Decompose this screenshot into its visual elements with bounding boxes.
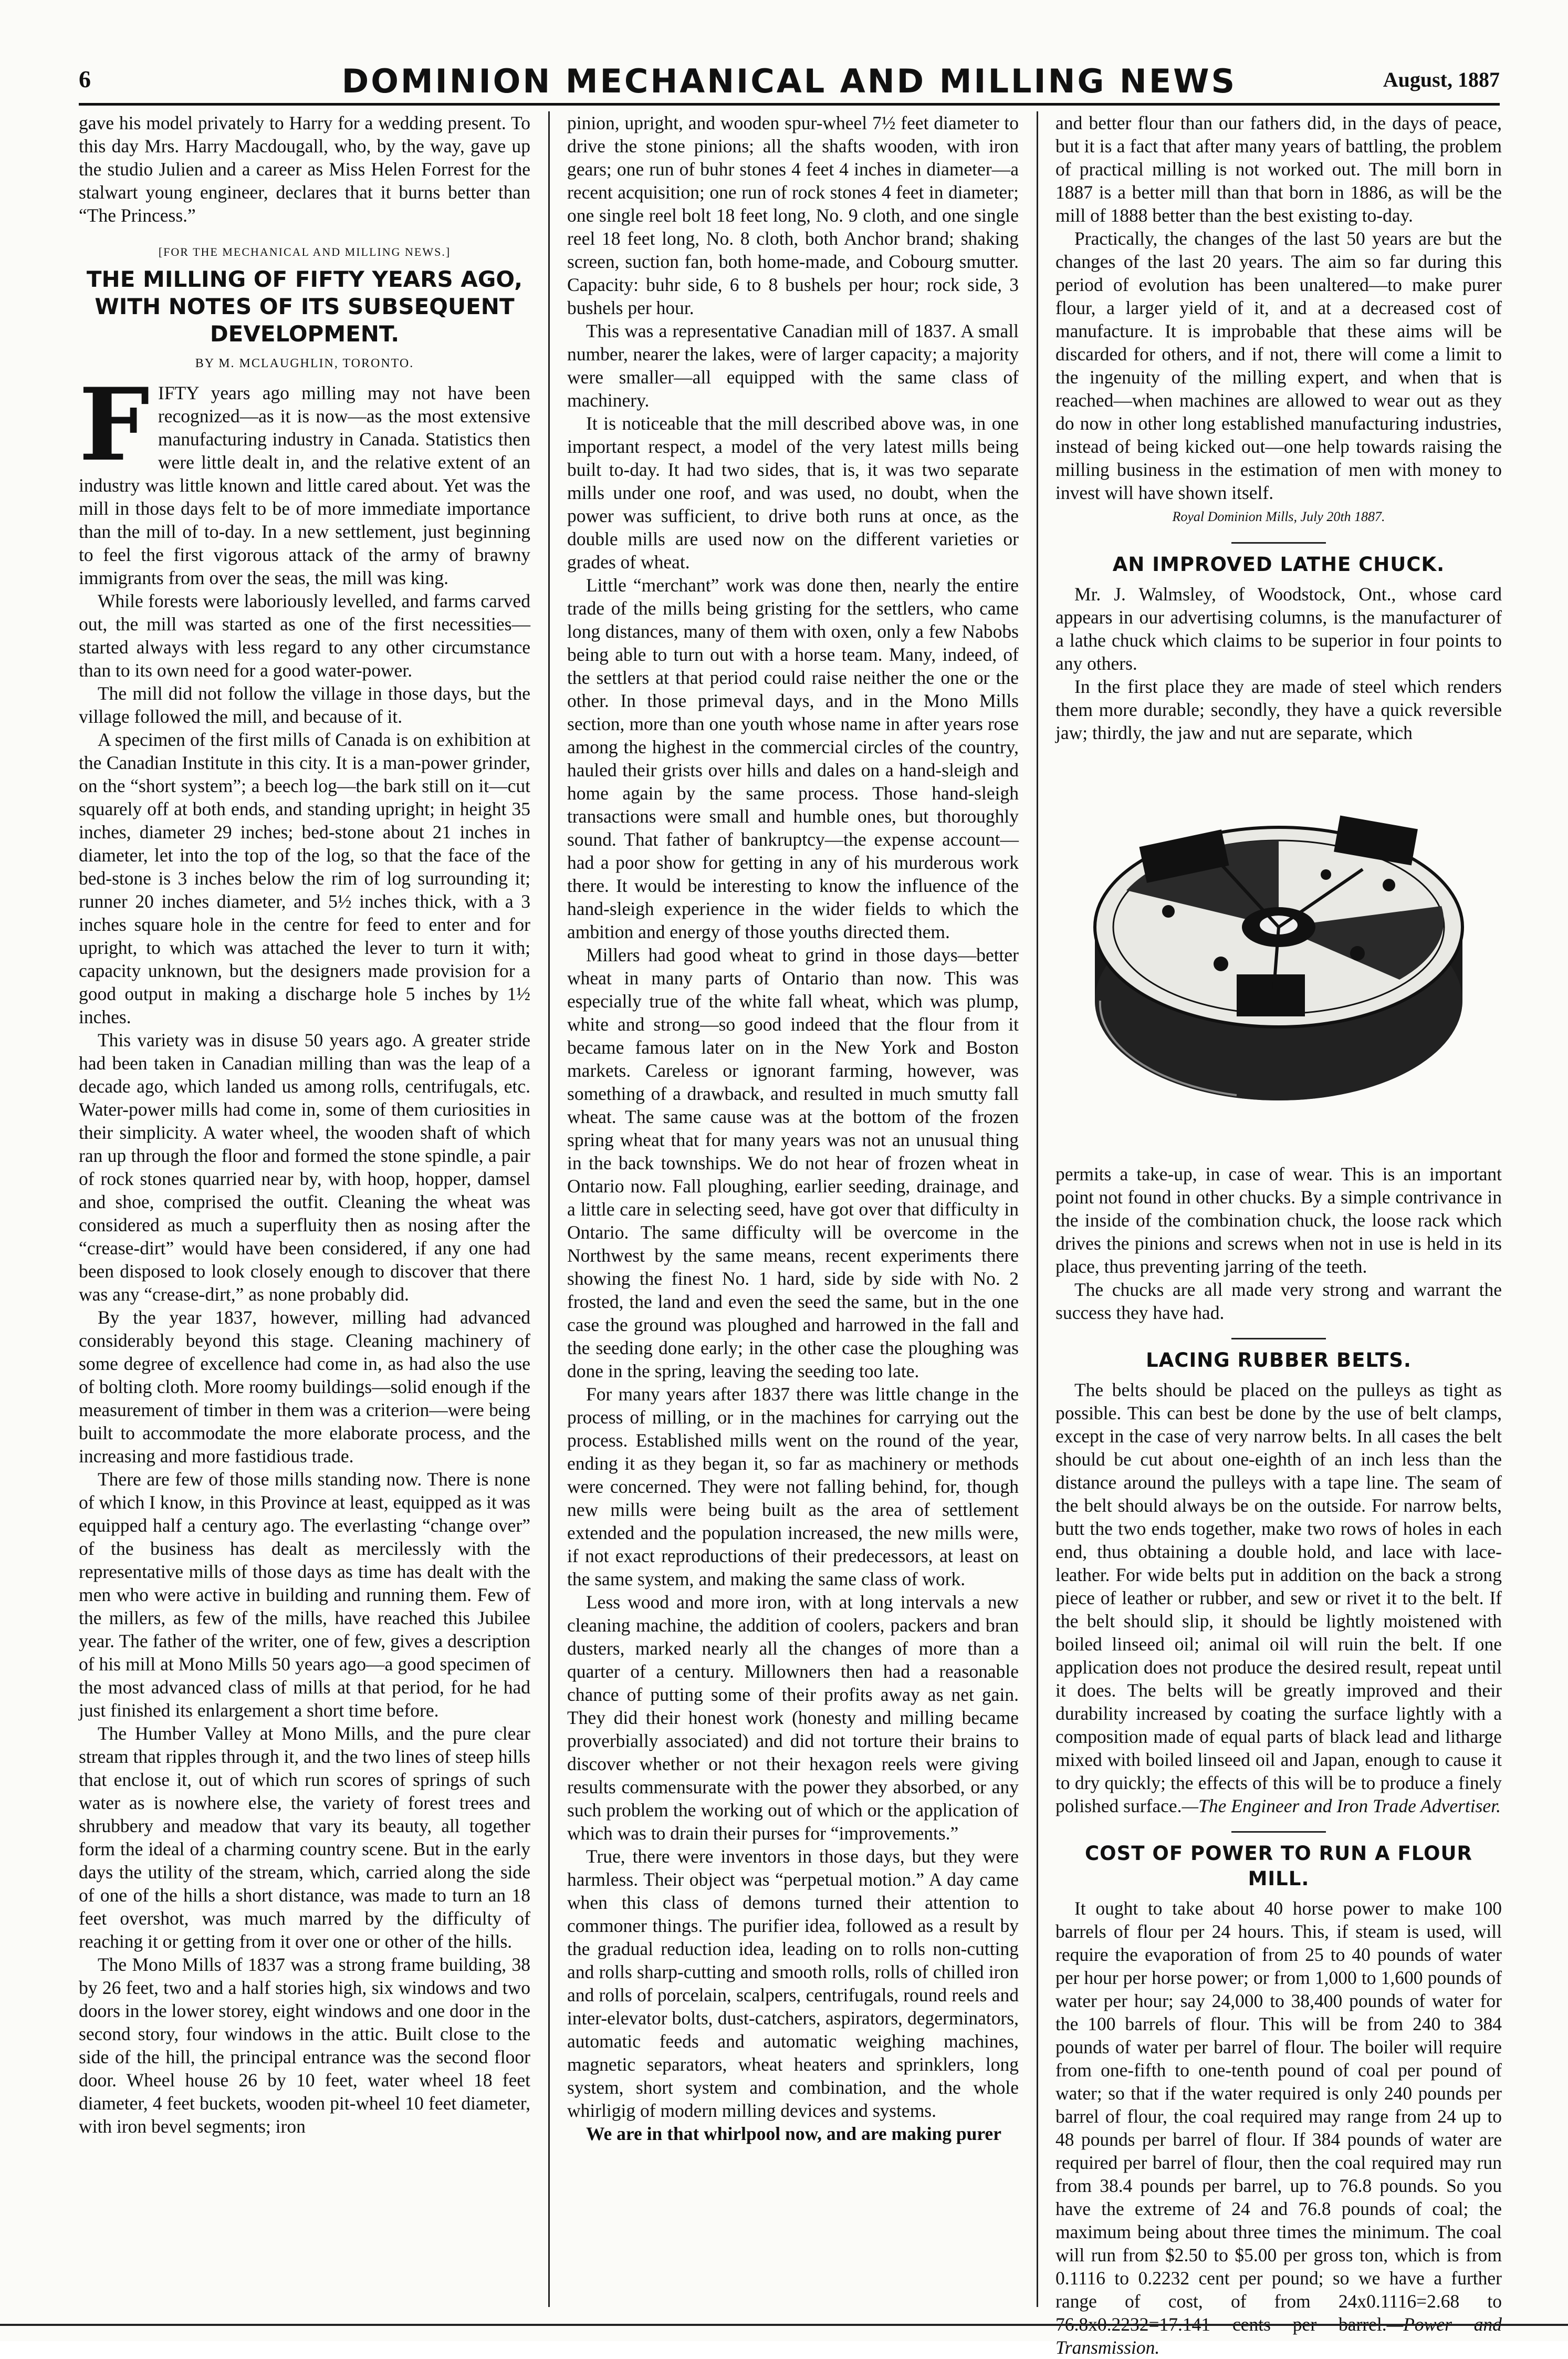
article-paragraph-text: IFTY years ago milling may not have been recognized—as it is now—as the most extensive manufacturing industry in Canada. Statistics then were little dealt in, and the relative extent of an industry was little known and little cared about. Yet was the mill in those days felt to be of more immediate importance than the mill of to-day. In a new settlement, just beginning to feel the first vigorous attack of the army of brawny immigrants from over the seas, the mill was king. [79,382,530,588]
article-paragraph: The chucks are all made very strong and warrant the success they have had. [1055,1279,1502,1323]
masthead [79,62,1500,104]
article-paragraph: By the year 1837, however, milling had advanced considerably beyond this stage. Cleaning machinery of some degree of excellence had come in, as had also the use of bolting cloth. More roomy buildings—solid enough if the measurement of timber in them was a criterion—were being built to accommodate the more elaborate process, and the increasing and more fastidious trade. [79,1307,530,1467]
article-paragraph: Millers had good wheat to grind in those days—better wheat in many parts of Ontario than now. This was especially true of the white fall wheat, which was plump, white and strong—so good indeed that the flour from it became famous later on in the New York and Boston markets. Careless or ignorant farming, however, was something of a drawback, and resulted in much smutty fall wheat. The same cause was at the bottom of the frozen spring wheat that for many years was not an unusual thing in the back townships. We do not hear of frozen wheat in Ontario now. Fall ploughing, earlier seeding, drainage, and a little care in selecting seed, have got over that difficulty in Ontario. The same difficulty will be overcome in the Northwest by the same means, recent experiments there showing the finest No. 1 hard, side by side with No. 2 frosted, the land and even the seed the same, but in the one case the ground was ploughed and harrowed in the fall and the seeding done early; in the other case the ploughing was done in the spring, leaving the seeding too late. [567,944,1019,1381]
article-paragraph: Little “merchant” work was done then, nearly the entire trade of the mills being gristing for the settlers, who came long distances, many of them with oxen, only a few Nabobs being able to turn out with a horse team. Many, indeed, of the settlers at that period could raise neither the one or the other. In those primeval days, and in the Mono Mills section, more than one youth whose name in after years rose among the highest in the commercial circles of the country, hauled their grists over hills and dales on a hand-sleigh and home again by the same process. Those hand-sleigh transactions were small and humble ones, but thoroughly sound. That father of bankruptcy—the expense account—had a poor show for getting in any of his murderous work there. It would be interesting to know the influence of the hand-sleigh experience in the wider fields to which the ambition and energy of those youths directed them. [567,575,1019,942]
newspaper-title: DOMINION MECHANICAL AND MILLING NEWS [341,62,1237,100]
article-source: —The Engineer and Iron Trade Advertiser. [1182,1795,1501,1816]
article-paragraph: There are few of those mills standing now. There is none of which I know, in this Province at least, equipped as it was equipped half a century ago. The everlasting “change over” of the business has dealt as mercilessly with the representative mills of those days as time has dealt with the men who were active in building and running them. Few of the millers, as few of the mills, have reached this Jubilee year. The father of the writer, one of few, gives a description of his mill at Mono Mills 50 years ago—a good specimen of the most advanced class of mills at that period, for he had just finished its enlargement a short time before. [79,1469,530,1721]
article-paragraph: This was a representative Canadian mill of 1837. A small number, nearer the lakes, were of larger capacity; a majority were smaller—all equipped with the same class of machinery. [567,320,1019,411]
article-paragraph: The Humber Valley at Mono Mills, and the pure clear stream that ripples through it, and the two lines of steep hills that enclose it, out of which run scores of springs of such water as is nowhere else, the variety of forest trees and shrubbery and meadow that vary its beauty, all together form the ideal of a charming country scene. But in the early days the utility of the stream, which, carried along the side of one of the hills a short distance, was made to turn an 18 feet overshot, was much marred by the difficulty of reaching it or getting from it over one or other of the hills. [79,1723,530,1952]
article-paragraph: True, there were inventors in those days, but they were harmless. Their object was “perpetual motion.” A day came when this class of demons turned their attention to commoner things. The purifier idea, followed as a result by the gradual reduction idea, leading on to rolls non-cutting and rolls sharp-cutting and smooth rolls, rolls of chilled iron and rolls of porcelain, scalpers, centrifugals, round reels and inter-elevator bolts, dust-catchers, aspirators, degerminators, automatic feeds and automatic weighing machines, magnetic separators, wheat heaters and sprinklers, long system, short system and combination, and the whole whirligig of modern milling devices and systems. [567,1846,1019,2121]
article-paragraph: and better flour than our fathers did, in the days of peace, but it is a fact that after many years of battling, the problem of practical milling is not worked out. The mill born in 1887 is a better mill than that born in 1886, as will be the mill of 1888 better than the best existing to-day. [1055,112,1502,226]
article-paragraph: The mill did not follow the village in those days, but the village followed the mill, and because of it. [79,683,530,727]
issue-date: August, 1887 [1383,68,1500,91]
article-paragraph: We are in that whirlpool now, and are making purer [586,2123,1001,2144]
column-3 [1055,111,1502,2358]
article-paragraph [1055,1897,1502,2359]
column-divider [548,111,550,2307]
article-paragraph: In the first place they are made of steel which renders them more durable; secondly, they have a quick reversible jaw; thirdly, the jaw and nut are separate, which [1055,676,1502,743]
article-paragraph: The Mono Mills of 1837 was a strong frame building, 38 by 26 feet, two and a half stories high, six windows and two doors in the lower storey, eight windows and one door in the second story, four windows in the attic. Built close to the side of the hill, the principal entrance was the second floor door. Wheel house 26 by 10 feet, water wheel 18 feet diameter, 4 feet buckets, wooden pit-wheel 10 feet diameter, with iron bevel segments; iron [79,1954,530,2137]
article-paragraph: permits a take-up, in case of wear. This is an important point not found in other chucks. By a simple contrivance in the inside of the combination chuck, the loose rack which drives the pinions and screws when not in use is held in its place, thus preventing jarring of the teeth. [1055,1163,1502,1277]
article-paragraph: While forests were laboriously levelled, and farms carved out, the mill was started as one of the first necessities—started always with less regard to any other circumstance than to its own need for a good water-power. [79,590,530,681]
page-number: 6 [79,66,91,92]
page-bottom-rule [0,2324,1568,2326]
masthead-rule [79,103,1500,106]
article-paragraph-text: It ought to take about 40 horse power to make 100 barrels of flour per 24 hours. This, if steam is used, will require the evaporation of from 25 to 40 pounds of water per hour per horse power; or from 1,000 to 1,600 pounds of water per hour; say 24,000 to 38,400 pounds of water for the 100 barrels of flour. This will be from 240 to 384 pounds of water per barrel of flour. The boiler will require from one-fifth to one-tenth pound of coal per pound of water; so that if the water required is only 240 pounds per barrel of flour, the coal required may range from 24 up to 48 pounds per barrel of flour. If 384 pounds of water are required per barrel of flour, then the coal required may run from 38.4 pounds per barrel, up to 76.8 pounds. So you have the extreme of 24 and 76.8 pounds of coal; the maximum being about three times the minimum. The coal will run from $2.50 to $5.00 per gross ton, which is from 0.1116 to 0.2232 cent per pound; so we have a further range of cost, of from 24x0.1116=2.68 to 76.8x0.2232=17.141 cents per barrel. [1055,1898,1502,2335]
article-paragraph: A specimen of the first mills of Canada is on exhibition at the Canadian Institute in this city. It is a man-power grinder, on the “short system”; a beech log—the bark still on it—cut squarely off at both ends, and standing upright; in height 35 inches, diameter 29 inches; bed-stone about 21 inches in diameter, let into the top of the log, so that the face of the bed-stone is 3 inches below the rim of log surrounding it; runner 20 inches diameter, and 5½ inches thick, with a 3 inches square hole in the centre for feed to enter and for upright, to which was attached the lever to turn it with; capacity unknown, but the designers made provision for a good output in making a discharge hole 5 inches by 1½ inches. [79,729,530,1027]
article-credit: [FOR THE MECHANICAL AND MILLING NEWS.] [158,245,451,258]
article-title-milling: THE MILLING OF FIFTY YEARS AGO, WITH NOTES OF ITS SUBSEQUENT DEVELOPMENT. [86,266,523,347]
section-rule [1231,1831,1326,1833]
column-1 [79,111,530,2307]
section-rule [1231,542,1326,544]
column-2 [567,111,1019,2307]
continued-paragraph: gave his model privately to Harry for a wedding present. To this day Mrs. Harry Macdougall, who, by the way, gave up the studio Julien and a career as Miss Helen Forrest for the stalwart young engineer, declares that it burns better than “The Princess.” [79,112,530,226]
article-paragraph-text: The belts should be placed on the pulleys as tight as possible. This can best be done by the use of belt clamps, except in the case of very narrow belts. In all cases the belt should be cut about one-eighth of an inch less than the distance around the pulleys with a tape line. The seam of the belt should always be on the outside. For narrow belts, butt the two ends together, make two rows of holes in each end, thus obtaining a double hold, and lace with lace-leather. For wide belts put in addition on the back a strong piece of leather or rubber, and sew or rivet it to the belt. If the belt should slip, it should be lightly moistened with boiled linseed oil; animal oil will ruin the belt. If one application does not produce the desired result, repeat until it does. The belts will be greatly improved and their durability increased by coating the surface lightly with a composition made of equal parts of black lead and litharge mixed with boiled linseed oil and Japan, enough to cause it to dry quickly; the effects of this will be to produce a finely polished surface. [1055,1379,1502,1816]
drop-cap: F [79,366,150,483]
article-source: —Power and Transmission. [1055,2314,1502,2358]
article-paragraph: Less wood and more iron, with at long intervals a new cleaning machine, the addition of coolers, packers and bran dusters, marked nearly all the changes of more than a quarter of a century. Millowners then had a reasonable chance of putting some of their profits away as net gain. They did their honest work (honesty and milling became proverbially associated) and did not torture their brains to discover whether or not their hexagon reels were giving results commensurate with the power they absorbed, or any such problem the working out of which or the application of which was to drain their purses for “improvements.” [567,1592,1019,1844]
article-paragraph: It is noticeable that the mill described above was, in one important respect, a model of the very latest mills being built to-day. It had two sides, that is, it was two separate mills under one roof, and was used, no doubt, when the power was sufficient, to drive both runs at once, as the double mills are used now on the different varieties or grades of wheat. [567,413,1019,573]
article-paragraph [79,366,530,589]
article-title-lathe-chuck: AN IMPROVED LATHE CHUCK. [1112,553,1445,576]
section-rule [1231,1338,1326,1339]
article-byline: BY M. MCLAUGHLIN, TORONTO. [195,357,414,370]
article-title-cost-of-power: COST OF POWER TO RUN A FLOUR MILL. [1084,1842,1472,1890]
article-sign-off: Royal Dominion Mills, July 20th 1887. [1172,509,1385,524]
article-paragraph: Practically, the changes of the last 50 years are but the changes of the last 20 years. The aim so far during this period of evolution has been unaltered—to make purer flour, a larger yield of it, and at a decreased cost of manufacture. It is improbable that these aims will be discarded for others, and if not, there will come a limit to the ingenuity of the milling expert, and when that is reached—when machines are allowed to wear out as they do now in other long established manufacturing industries, instead of being kicked out—one help towards raising the milling business in the estimation of men with money to invest will have shown itself. [1055,228,1502,503]
article-paragraph: For many years after 1837 there was little change in the process of milling, or in the machines for carrying out the process. Established mills went on the round of the year, ending it as they began it, so far as machinery or methods were concerned. They were not falling behind, for, though new mills were being built as the area of settlement extended and the population increased, the new mills were, if not exact reproductions of their predecessors, at least on the same system, and making the same class of work. [567,1384,1019,1589]
column-divider [1037,111,1038,2307]
article-title-rubber-belts: LACING RUBBER BELTS. [1146,1349,1412,1371]
article-paragraph: This variety was in disuse 50 years ago. A greater stride had been taken in Canadian milling than was the leap of a decade ago, which landed us among rolls, centrifugals, etc. Water-power mills had come in, some of them curiosities in their simplicity. A water wheel, the wooden shaft of which ran up through the floor and formed the stone spindle, a pair of rock stones quarried near by, with hoop, hopper, damsel and shoe, comprised the outfit. Cleaning the wheat was considered as much a superfluity then as nosing after the “crease-dirt” would have been considered, if any one had been disposed to look closely enough to discover that there was any “crease-dirt,” as none probably did. [79,1030,530,1305]
article-paragraph: pinion, upright, and wooden spur-wheel 7½ feet diameter to drive the stone pinions; all the shafts wooden, with iron gears; one run of buhr stones 4 feet 4 inches in diameter—a recent acquisition; one run of rock stones 4 feet in diameter; one single reel bolt 18 feet long, No. 9 cloth, and one single reel 18 feet long, No. 8 cloth, both Anchor brand; shaking screen, suction fan, both home-made, and Cobourg smutter. Capacity: buhr side, 6 to 8 bushels per hour; rock side, 3 bushels per hour. [567,112,1019,318]
lathe-chuck-drawing [1063,754,1494,1153]
article-paragraph [1055,1378,1502,1817]
lathe-chuck-illustration [1063,754,1494,1153]
article-paragraph: Mr. J. Walmsley, of Woodstock, Ont., whose card appears in our advertising columns, is the manufacturer of a lathe chuck which claims to be superior in four points to any others. [1055,584,1502,674]
